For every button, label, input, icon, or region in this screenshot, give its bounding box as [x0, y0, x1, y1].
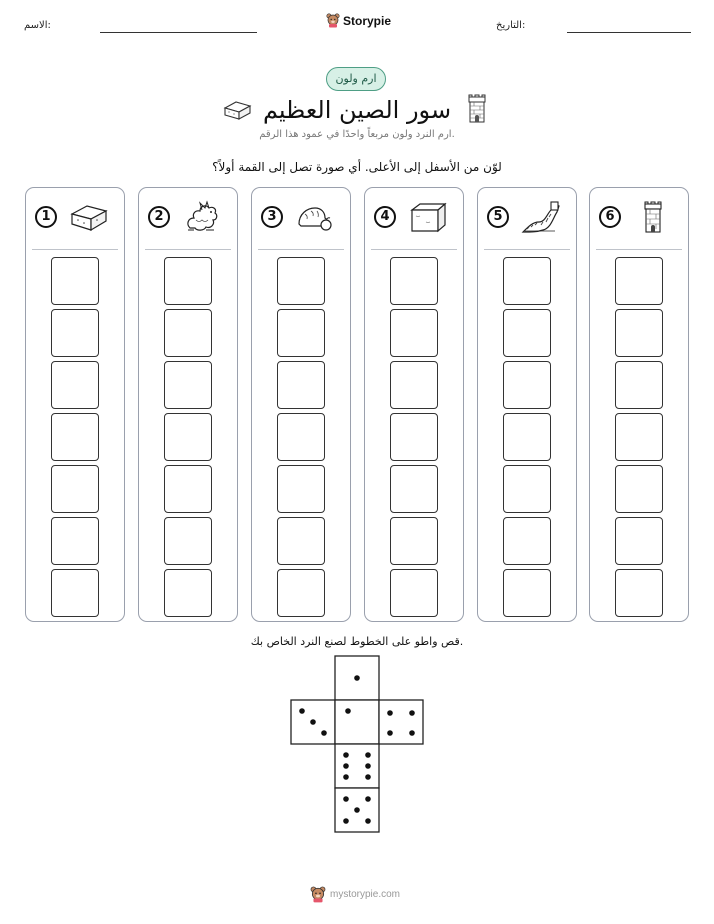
die-face-4 — [379, 700, 423, 744]
die-face-1-center — [335, 700, 379, 744]
footer — [310, 886, 400, 903]
column-number: 2 — [148, 206, 170, 228]
brand-name: Storypie — [343, 13, 392, 28]
activity-badge: ارم ولون — [326, 67, 386, 91]
die-face-6 — [335, 744, 379, 788]
name-label: الاسم: — [24, 20, 51, 31]
column-number: 6 — [599, 206, 621, 228]
footer-url: mystorypie.com — [330, 889, 401, 900]
column-number: 3 — [261, 206, 283, 228]
column-number: 5 — [487, 206, 509, 228]
column-number: 4 — [374, 206, 396, 228]
date-label: التاريخ: — [496, 20, 526, 31]
page-title: سور الصين العظيم — [262, 96, 452, 124]
bear-icon — [310, 886, 326, 903]
cut-instruction: قص واطو على الخطوط لصنع النرد الخاص بك. — [250, 635, 464, 648]
column-number: 1 — [35, 206, 57, 228]
instruction: لوّن من الأسفل إلى الأعلى. أي صورة تصل إلى القمة أولاً؟ — [212, 160, 502, 174]
subtitle: ارم النرد ولون مربعاً واحدًا في عمود هذا الرقم. — [259, 129, 455, 140]
